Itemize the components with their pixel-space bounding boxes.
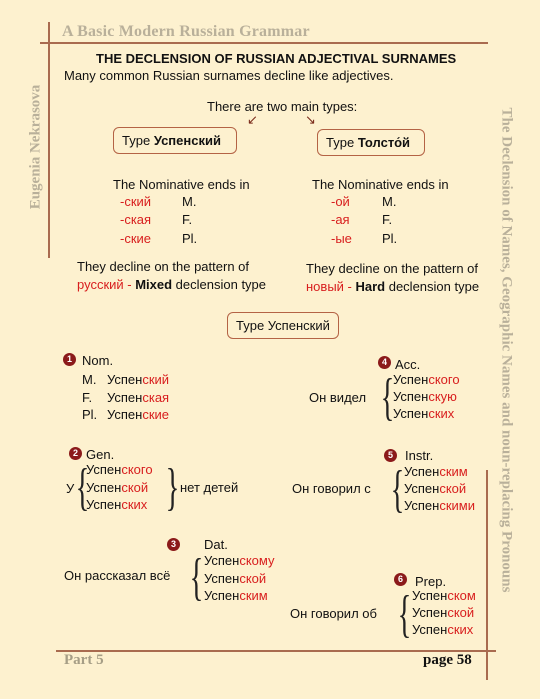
left-rule <box>48 22 50 258</box>
type2-prefix: Type <box>326 135 355 150</box>
acc-form <box>393 389 457 404</box>
type2-pattern-word: новый <box>306 279 344 294</box>
type2-ending: -ые <box>331 231 352 246</box>
type2-pattern-dash: - <box>343 279 356 294</box>
form-stem: Успен <box>404 464 440 479</box>
form-stem: Успен <box>204 571 240 586</box>
form-ending: ских <box>428 406 455 421</box>
type1-gender: Pl. <box>182 231 198 246</box>
type2-name: Толсто́й <box>357 135 410 150</box>
type2-pattern-kind: Hard <box>355 279 386 294</box>
instr-form <box>404 464 468 479</box>
left-brace-icon: { <box>75 459 90 516</box>
type1-ending: -ский <box>120 194 152 209</box>
form-stem: Успен <box>107 390 143 405</box>
acc-form <box>393 372 460 387</box>
gen-form <box>86 462 153 477</box>
prep-form <box>412 622 473 637</box>
case-label-dat: Dat. <box>204 537 228 552</box>
type2-ending: -ой <box>331 194 350 209</box>
case-label-nom: Nom. <box>82 353 114 368</box>
chapter-title-vertical <box>488 20 524 680</box>
form-stem: Успен <box>412 588 448 603</box>
form-ending: ской <box>239 571 267 586</box>
nom-gender: F. <box>82 390 93 405</box>
type1-name: Успенский <box>153 133 221 148</box>
right-brace-icon: } <box>165 459 180 516</box>
type1-pattern-line2 <box>77 277 266 292</box>
type1-pattern-line1: They decline on the pattern of <box>77 259 250 274</box>
type1-box <box>113 127 237 154</box>
instr-form <box>404 498 475 513</box>
form-stem: Успен <box>393 389 429 404</box>
acc-form <box>393 406 454 421</box>
left-brace-icon: { <box>397 586 412 643</box>
chapter-title: The Declension of Names, Geographic Names and noun-replacing Pronouns <box>498 107 515 593</box>
part-label: Part 5 <box>64 652 104 668</box>
case-label-prep: Prep. <box>415 574 447 589</box>
case-label-gen: Gen. <box>86 447 115 462</box>
type2-pattern-line1: They decline on the pattern of <box>306 261 479 276</box>
form-stem: Успен <box>107 407 143 422</box>
nom-form <box>107 407 169 422</box>
book-title: A Basic Modern Russian Grammar <box>62 23 310 40</box>
prep-form <box>412 588 476 603</box>
type1-pattern-rest: declension type <box>172 277 267 292</box>
form-ending: скому <box>239 553 275 568</box>
dat-before: Он рассказал всё <box>64 568 171 583</box>
left-brace-icon: { <box>380 369 395 426</box>
acc-before: Он видел <box>309 390 367 405</box>
gen-after: нет детей <box>180 480 239 495</box>
dat-form <box>204 588 268 603</box>
author-name: Eugenia Nekrasova <box>27 84 44 210</box>
gen-form <box>86 480 148 495</box>
arrow-down-left-icon: ↙ <box>247 112 258 127</box>
form-ending: ской <box>121 480 149 495</box>
form-stem: Успен <box>204 553 240 568</box>
form-stem: Успен <box>204 588 240 603</box>
type1-nom-intro: The Nominative ends in <box>113 177 250 192</box>
prep-form <box>412 605 474 620</box>
form-stem: Успен <box>412 605 448 620</box>
type2-gender: F. <box>382 212 393 227</box>
form-ending: ских <box>447 622 474 637</box>
prep-before: Он говорил об <box>290 606 377 621</box>
nom-gender: Pl. <box>82 407 98 422</box>
example-box: Type Успенский <box>227 312 339 339</box>
form-ending: ских <box>121 497 148 512</box>
types-intro: There are two main types: <box>207 99 358 114</box>
instr-form <box>404 481 466 496</box>
case-label-instr: Instr. <box>405 448 434 463</box>
nom-gender: M. <box>82 372 97 387</box>
form-stem: Успен <box>412 622 448 637</box>
form-ending: ская <box>142 390 170 405</box>
form-ending: ским <box>439 464 468 479</box>
intro-text: Many common Russian surnames decline like adjectives. <box>64 68 394 83</box>
author-vertical <box>23 42 49 252</box>
form-stem: Успен <box>393 372 429 387</box>
type2-box <box>317 129 425 156</box>
type2-ending: -ая <box>331 212 350 227</box>
type2-nom-intro: The Nominative ends in <box>312 177 449 192</box>
type1-pattern-word: русский <box>77 277 124 292</box>
type1-ending: -ская <box>120 212 152 227</box>
dat-form <box>204 571 266 586</box>
case-number-badge: 1 <box>63 353 76 366</box>
form-stem: Успен <box>86 480 122 495</box>
form-ending: ском <box>447 588 476 603</box>
nom-form <box>107 390 169 405</box>
case-label-acc: Acc. <box>395 357 421 372</box>
page-number: page 58 <box>423 652 472 668</box>
type1-prefix: Type <box>122 133 151 148</box>
form-ending: ский <box>142 372 170 387</box>
case-number-badge: 5 <box>384 449 397 462</box>
form-stem: Успен <box>86 462 122 477</box>
form-ending: ского <box>121 462 153 477</box>
type2-gender: M. <box>382 194 397 209</box>
form-ending: ского <box>428 372 460 387</box>
left-brace-icon: { <box>189 549 204 606</box>
case-number-badge: 2 <box>69 447 82 460</box>
form-ending: ской <box>447 605 475 620</box>
arrow-down-right-icon: ↘ <box>305 112 316 127</box>
type2-pattern-line2 <box>306 279 479 294</box>
type1-pattern-kind: Mixed <box>135 277 173 292</box>
case-number-badge: 3 <box>167 538 180 551</box>
gen-form <box>86 497 147 512</box>
left-brace-icon: { <box>390 461 405 518</box>
top-rule <box>40 42 488 44</box>
page-heading: THE DECLENSION OF RUSSIAN ADJECTIVAL SURNAMES <box>96 51 457 66</box>
instr-before: Он говорил с <box>292 481 371 496</box>
type2-pattern-rest: declension type <box>385 279 480 294</box>
form-stem: Успен <box>107 372 143 387</box>
case-number-badge: 6 <box>394 573 407 586</box>
type2-gender: Pl. <box>382 231 398 246</box>
form-ending: ской <box>439 481 467 496</box>
right-rule <box>486 470 488 680</box>
type1-pattern-dash: - <box>123 277 136 292</box>
nom-form <box>107 372 169 387</box>
form-stem: Успен <box>393 406 429 421</box>
form-ending: ские <box>142 407 170 422</box>
type1-gender: M. <box>182 194 197 209</box>
form-ending: скую <box>428 389 457 404</box>
form-ending: скими <box>439 498 475 513</box>
form-ending: ским <box>239 588 268 603</box>
case-number-badge: 4 <box>378 356 391 369</box>
form-stem: Успен <box>404 498 440 513</box>
type1-gender: F. <box>182 212 193 227</box>
dat-form <box>204 553 275 568</box>
gen-before: У <box>66 481 75 496</box>
type1-ending: -ские <box>120 231 152 246</box>
form-stem: Успен <box>404 481 440 496</box>
form-stem: Успен <box>86 497 122 512</box>
